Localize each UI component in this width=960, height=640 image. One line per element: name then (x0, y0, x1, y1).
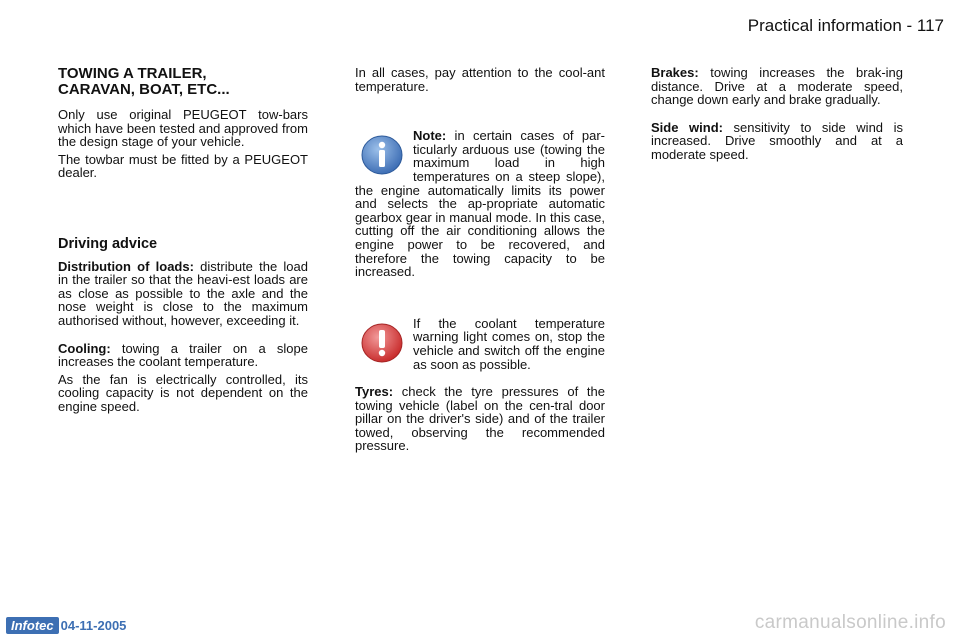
warning-paragraph: If the coolant temperature warning light comes on, stop the vehicle and switch off the engine as soon as possible. (413, 315, 605, 372)
column-middle (355, 66, 605, 453)
cooling-text: towing a trailer on a slope increases the coolant temperature. (58, 340, 308, 370)
note-block (355, 129, 605, 279)
loads-text: distribute the load in the trailer so that the heavi-est loads are as close as possible to the axle and the nose weight is close to the maximum authorised without, however, exceeding it. (58, 258, 308, 328)
section-title-line2: CARAVAN, BOAT, ETC... (58, 81, 230, 98)
loads-paragraph (58, 260, 308, 328)
cooling-paragraph (58, 342, 308, 369)
intro-paragraph: In all cases, pay attention to the cool-ant temperature. (355, 65, 605, 94)
page-header: Practical information - 117 (747, 16, 944, 35)
info-icon (359, 133, 405, 177)
cooling-label: Cooling: (58, 340, 111, 356)
warning-icon (359, 321, 405, 365)
section-title-line1: TOWING A TRAILER, (58, 65, 207, 82)
towbar-paragraph: Only use original PEUGEOT tow-bars which have been tested and approved from the design stage of your vehicle. (58, 107, 308, 150)
side-wind-paragraph (651, 121, 903, 162)
infotec-logo: Infotec (6, 617, 59, 634)
note-text: in certain cases of par-ticularly arduous use (towing the maximum load in high temperatures on a steep slope), the engine automatically limits its power and selects the ap-propriate automatic gearbox gear in manual mode. In this case, cutting off the air conditioning allows the engine power to be recovered, and therefore the towing capacity to be increased. (355, 128, 605, 280)
warning-block (355, 317, 605, 371)
fan-paragraph: As the fan is electrically controlled, its cooling capacity is not dependent on the engine speed. (58, 371, 308, 414)
watermark: carmanualsonline.info (754, 612, 946, 633)
brakes-paragraph (651, 66, 903, 107)
footer-date: 04-11-2005 (60, 618, 127, 633)
brakes-text: towing increases the brak-ing distance. Drive at a moderate speed, change down early and brake gradually. (651, 65, 903, 108)
column-right (651, 66, 903, 162)
footer-brand (6, 617, 126, 634)
driving-advice-title: Driving advice (58, 235, 158, 252)
section-title (58, 66, 308, 98)
side-wind-text: sensitivity to side wind is increased. Drive smoothly and at a moderate speed. (651, 119, 903, 162)
tyres-text: check the tyre pressures of the towing vehicle (label on the cen-tral door pillar on the driver's side) and of the trailer towed, observing the recommended pressure. (355, 384, 605, 454)
brakes-label: Brakes: (651, 65, 699, 80)
note-label: Note: (413, 128, 447, 144)
loads-label: Distribution of loads: (58, 258, 194, 274)
dealer-paragraph: The towbar must be fitted by a PEUGEOT dealer. (58, 151, 308, 181)
tyres-paragraph (355, 385, 605, 453)
tyres-label: Tyres: (355, 384, 394, 400)
side-wind-label: Side wind: (651, 119, 723, 135)
column-left (58, 66, 308, 414)
